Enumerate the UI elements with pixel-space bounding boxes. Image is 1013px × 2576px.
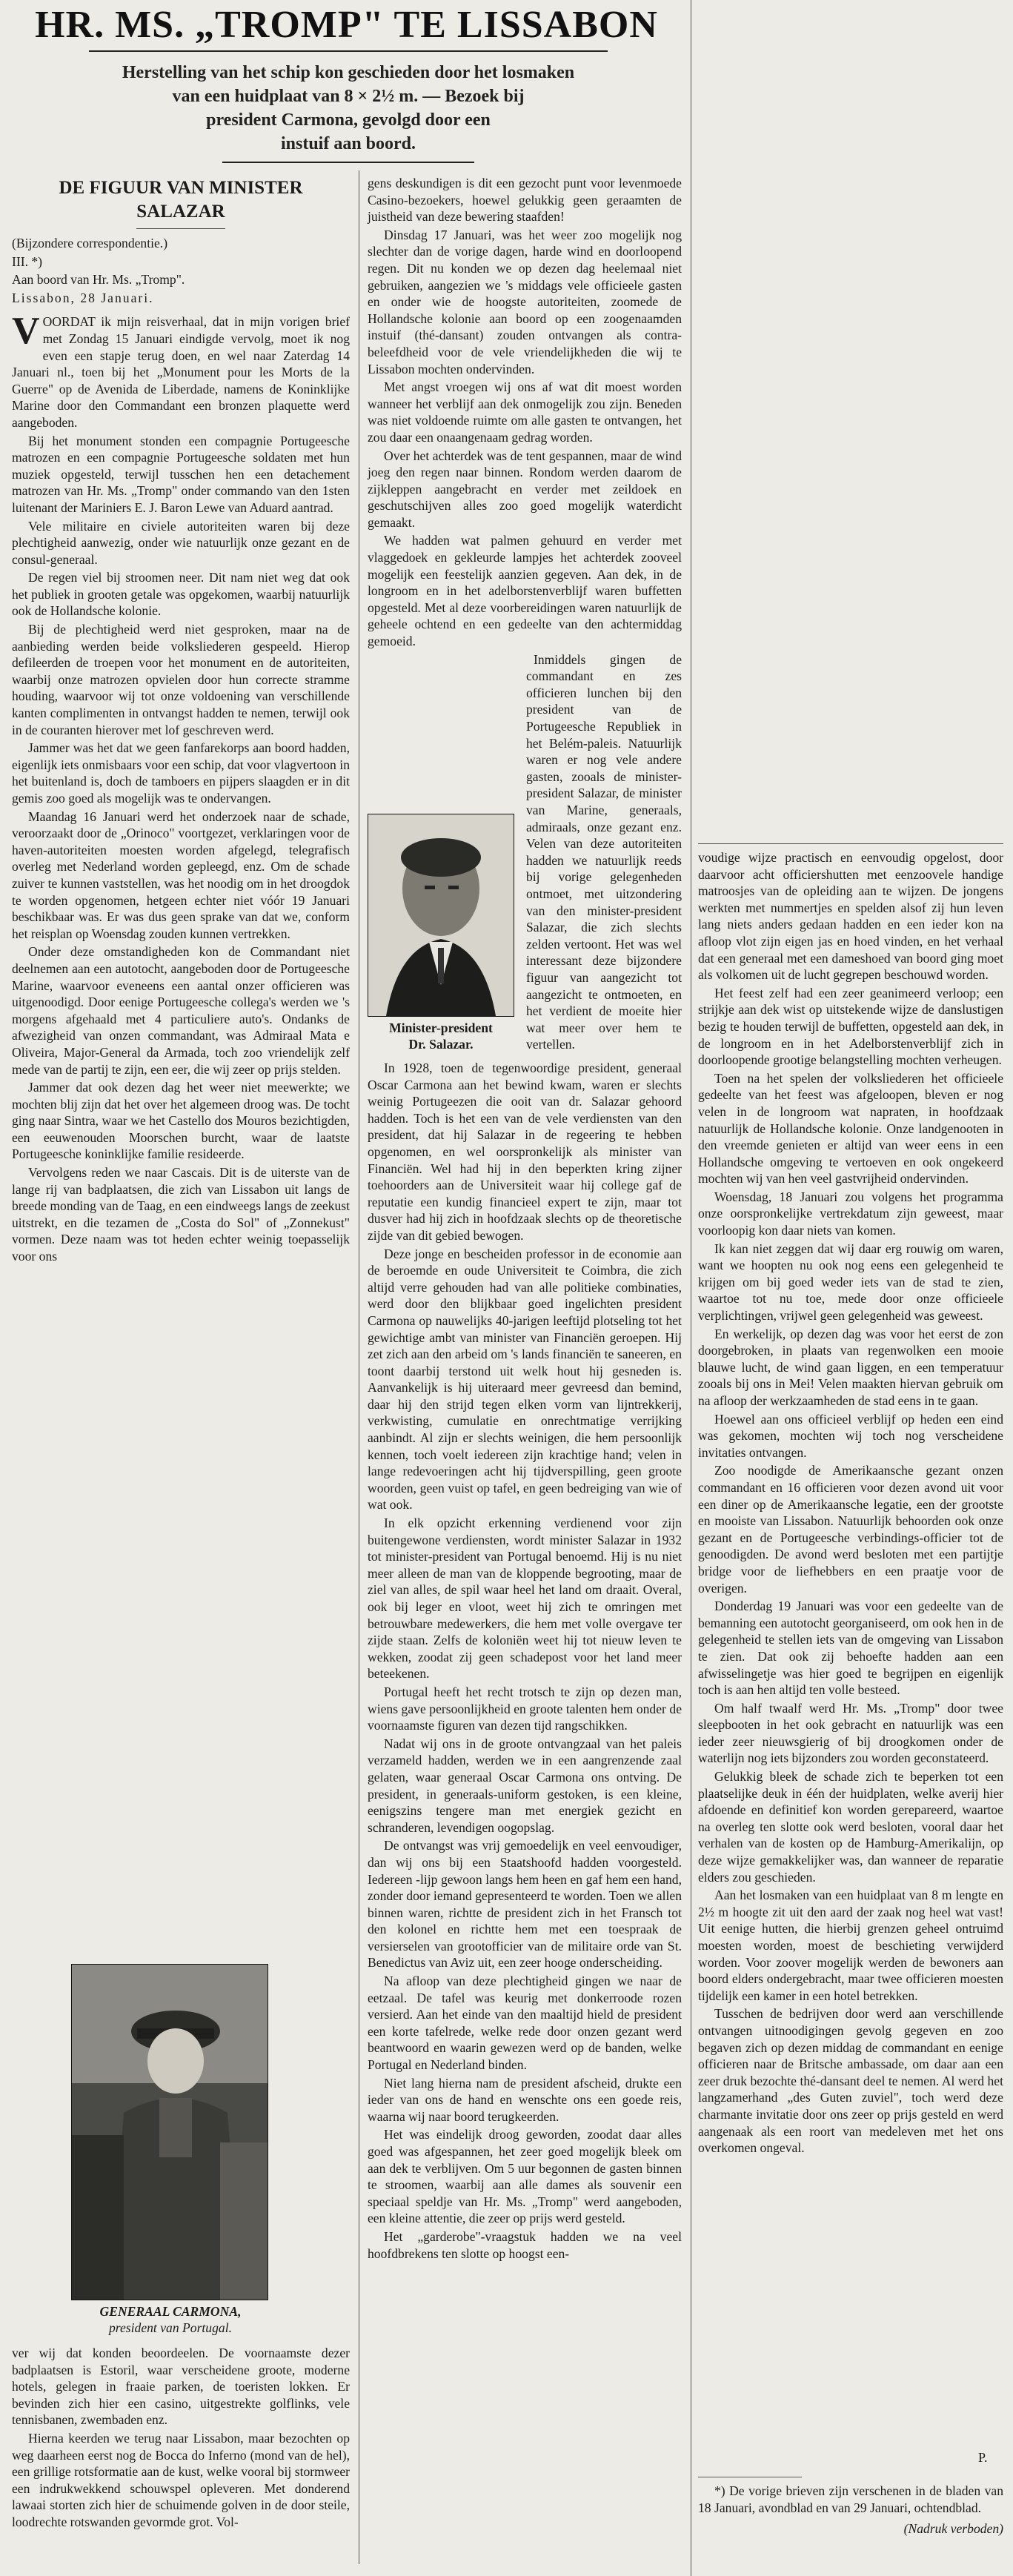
paragraph: Bij het monument stonden een compagnie Portugeesche matrozen en een compagnie Portugeesche soldaten met hun muziek opgesteld, terwijl tusschen hen een detachement matrozen van Hr. Ms. „Tromp" onder commando van den 1sten luitenant der Mariniers E. J. Baron Lewe van Aduard aantrad. — [12, 433, 350, 515]
paragraph: Met angst vroegen wij ons af wat dit moest worden wanneer het verblijf aan dek onmogelijk zou zijn. Beneden was niet voldoende ruimte om alle gasten te ontvangen, het zou daar een onaangenaam gedrag worden. — [368, 379, 682, 445]
paragraph: We hadden wat palmen gehuurd en verder met vlaggedoek en gekleurde lampjes het achterdek zooveel mogelijk een feestelijk aanzien gegeven. Aan dek, in de longroom en in het adelborstenverblijf waren buffetten opgesteld. Met al deze voorbereidingen waren natuurlijk de geheele ochtend en een gedeelte van den achtermiddag gemoeid. — [368, 533, 682, 649]
dateline: Aan boord van Hr. Ms. „Tromp". — [12, 272, 185, 288]
paragraph: Het „garderobe"-vraagstuk hadden we na veel hoofdbrekens ten slotte op hoogst een- — [368, 2228, 682, 2261]
paragraph: Gelukkig bleek de schade zich te beperken tot een plaatselijke deuk in één der huidplaten, welke averij hier afdoende en definitief kon worden gerepareerd, waartoe na overleg ten slotte ook werd besloten, vooral daar het verhalen van de kosten op de Hamburg-Amerikalijn, op deze wijze gemakkelijker was, dan wanneer de reparatie elders zou geschieden. — [698, 1769, 1003, 1885]
column-2-bottom — [368, 1060, 682, 2569]
paragraph: Jammer dat ook dezen dag het weer niet meewerkte; we mochten blij zijn dat het over het algemeen droog was. De tocht ging naar Sintra, waar we het Castello dos Mouros bezichtigden, een eeuwenouden Moorschen burcht, waar de laatste Portugeesche koninklijke familie resideerde. — [12, 1080, 350, 1162]
subheadline-rule — [222, 162, 474, 163]
headline: HR. MS. „TROMP" TE LISSABON — [35, 4, 658, 46]
paragraph: ver wij dat konden beoordeelen. De voornaamste dezer badplaatsen is Estoril, waar verscheidene groote, moderne hotels, gelegen in fraaie parken, de toeristen lokken. Er bevinden zich hier een casino, uitgestrekte golflinks, vele tennisbanen, zwembaden enz. — [12, 2346, 350, 2428]
paragraph: Toen na het spelen der volksliederen het officieele gedeelte van het feest was afgeloopen, bleven er nog velen in de longroom wat napraten, in hoofdzaak natuurlijk de Hollandsche kolonie. Onze landgenooten in den vreemde genieten er altijd van weer eens in een Hollandsche omgeving te vertoeven en ook ongekeerd mochten wij van hen veel gastvrijheid ondervinden. — [698, 1070, 1003, 1186]
caption-line: Minister-president — [389, 1020, 493, 1035]
paragraph: Deze jonge en bescheiden professor in de economie aan de beroemde en oude Universiteit te Coimbra, die zich altijd verre gehouden had van alle politieke combinaties, werd door den blijkbaar goed ingelichten president Carmona op nauwelijks 40-jarigen leeftijd plotseling tot het gewichtige ambt van minister van Financiën geroepen. Hij zet zich aan den arbeid om 's lands financiën te saneeren, en toont daarbij terstond uit welk hout hij gesneden is. Aanvankelijk is hij uiteraard meer gevreesd dan bemind, daar hij den strijd tegen elken vorm van lijntrekkerij, verkwisting, cumulatie en onrechtmatige verrijking aanbindt. Al zijn er slechts weinigen, die hem persoonlijk kennen, toch voelt iedereen zijn krachtige hand; velen in lange redevoeringen acht hij tijdverspilling, geen groote woorden, geen vuist op tafel, en geen bedreiging van wie of wat ook. — [368, 1246, 682, 1513]
paragraph — [12, 310, 350, 431]
paragraph: De ontvangst was vrij gemoedelijk en veel eenvoudiger, dan wij ons bij een Staatshoofd hadden voorgesteld. Iedereen -lijp gewoon langs hem heen en gaf hem een hand, zonder door iemand gepresenteerd te worden. Toen we allen binnen waren, richtte de president zich in het Fransch tot den kolonel en richtte hem met een toespraak de versierselen van grootofficier van de militaire orde van St. Benedictus van Aviz uit, een zeer hooge onderscheiding. — [368, 1838, 682, 1971]
paragraph: Bij de plechtigheid werd niet gesproken, maar na de aanbieding werden beide volksliederen gespeeld. Hierop defileerden de troepen voor het monument en de autoriteiten, waarbij onze matrozen opvielen door hun correcte stramme houding, waarvoor wij tot onze voldoening van verschillende kanten complimenten in ontvangst hadden te nemen, terwijl ook in de couranten hierover met lof geschreven werd. — [12, 622, 350, 737]
headline-rule — [89, 50, 608, 52]
salazar-portrait-image — [368, 814, 514, 1016]
paragraph: Vervolgens reden we naar Cascais. Dit is de uiterste van de lange rij van badplaatsen, die zich van Lissabon uit langs de breede monding van de Taag, en een eindweegs langs de zeekust uitstrekt, en die tezamen de „Costa do Sol" of „Zonnekust" vormen. Deze naam was tot heden echter weinig toepasselijk voor ons — [12, 1165, 350, 1264]
paragraph: Woensdag, 18 Januari zou volgens het programma onze oorspronkelijke vertrekdatum zijn geweest, maar voorloopig kon daar niets van komen. — [698, 1189, 1003, 1238]
subheadline-line: Herstelling van het schip kon geschieden door het losmaken — [122, 63, 575, 82]
dateline: Lissabon, 28 Januari. — [12, 290, 154, 305]
paragraph: Niet lang hierna nam de president afscheid, drukte een ieder van ons de hand en wenschte ons een goede reis, waarna wij naar boord terugkeerden. — [368, 2075, 682, 2124]
part-number: III. *) — [12, 253, 43, 269]
subheadline-line: van een huidplaat van 8 × 2½ m. — Bezoek bij — [172, 87, 525, 106]
signature: P. — [978, 2450, 988, 2465]
paragraph-text: OORDAT ik mijn reisverhaal, dat in mijn vorigen brief met Zondag 15 Januari eindigde vervolg, moet ik nog even een stapje terug doen, en wel naar Zaterdag 14 Januari nl., toen bij het „Monument pour les Morts de la Guerre" op de Avenida de Liberdade, namens de Koninklijke Marine door den Commandant een bronzen plaquette werd aangeboden. — [12, 314, 350, 430]
reprint-notice: (Nadruk verboden) — [903, 2521, 1003, 2537]
paragraph: Hoewel aan ons officieel verblijf op heden een eind was gekomen, mochten wij toch nog verscheidene invitaties ontvangen. — [698, 1411, 1003, 1460]
paragraph: Na afloop van deze plechtigheid gingen we naar de eetzaal. De tafel was keurig met donkerroode rozen versierd. Aan het einde van den maaltijd hield de president een korte tafelrede, welke rede door onzen gezant werd beantwoord en waarin gewezen werd op de banden, welke Portugal en Nederland binden. — [368, 1974, 682, 2073]
subheadline-line: instuif aan boord. — [280, 134, 416, 153]
paragraph: Om half twaalf werd Hr. Ms. „Tromp" door twee sleepbooten in het ook gebracht en natuurlijk was een ieder zeer nieuwsgierig of bij droogkomen onder de waterlijn nog iets bijzonders zou worden geconstateerd. — [698, 1700, 1003, 1766]
salazar-photo — [368, 814, 514, 1017]
section-title — [12, 176, 350, 224]
subheadline-line: president Carmona, gevolgd door een — [206, 110, 491, 130]
paragraph: In 1928, toen de tegenwoordige president, generaal Oscar Carmona aan het bewind kwam, waren er slechts weinig Portugeezen die ooit van dr. Salazar gehoord hadden. Toch is het een van de vele verdiensten van den president, dat hij Salazar in de regeering te hebben opgenomen, en wel oorspronkelijk als minister van Financiën. Wel had hij in den beperkten kring zijner toehoorders aan de Universiteit waar hij college gaf de reputatie een kundig financieel expert te zijn, maar tot dusver had hij zich in hoofdzaak slechts op de theoretische zijde van dit gebied bewogen. — [368, 1060, 682, 1243]
column-3 — [698, 849, 1003, 2443]
paragraph: Donderdag 19 Januari was voor een gedeelte van de bemanning een autotocht georganiseerd, om ook hen in de gelegenheid te stellen iets van de omgeving van Lissabon te zien. Dat ook zij behoefte hadden aan een afwisselingetje was hier goed te begrijpen en eigenlijk toch is aan hen altijd ten volle besteed. — [698, 1599, 1003, 1698]
carmona-portrait-image — [72, 1965, 268, 2300]
correspondent: (Bijzondere correspondentie.) — [12, 236, 168, 250]
paragraph: Tusschen de bedrijven door werd aan verschillende ontvangen uitnoodigingen gevolg gegeven en zoo begaven zich op dezen middag de commandant en eenige officieren naar de Britsche ambassade, om daar aan een zeer druk bezochte thé-dansant deel te nemen. Al werd het langzamerhand „des Guten zuviel", toch werd deze charmante invitatie door ons zeer op prijs gesteld en werd aangenaak als een roort van medeleven met het ons overkomen ongeval. — [698, 2006, 1003, 2156]
paragraph: De regen viel bij stroomen neer. Dit nam niet weg dat ook het publiek in grooten getale was opgekomen, waarbij natuurlijk ook de Hollandsche kolonie. — [12, 570, 350, 619]
paragraph: Onder deze omstandigheden kon de Commandant niet deelnemen aan een autotocht, aangeboden door de Portugeesche Marine, waarvoor eveneens een aantal onzer officieren was uitgenoodigd. Door eenige Portugeesche collega's werden we 's morgens afgehaald met 4 particuliere auto's. Ondanks de afwezigheid van onzen commandant, was Admiraal Mata e Oliveira, Major-General da Armada, toch zoo vriendelijk zelf mede van de partij te zijn, een eer, die wij zeer op prijs stelden. — [12, 944, 350, 1077]
footnote: *) De vorige brieven zijn verschenen in de bladen van 18 Januari, avondblad en van 29 Januari, ochtendblad. — [698, 2483, 1003, 2515]
footnote-block — [698, 2483, 1003, 2564]
caption-line: Dr. Salazar. — [408, 1037, 474, 1052]
paragraph: Nadat wij ons in de groote ontvangzaal van het paleis verzameld hadden, werden we in een aangrenzende zaal gelaten, waar generaal Oscar Carmona ons ontving. De president, in generaals-uniform gestoken, is een kleine, eenigszins tengere man met energiek gezicht en schranderen, levendigen oogopslag. — [368, 1736, 682, 1835]
paragraph: Inmiddels gingen de commandant en zes officieren lunchen bij den president van de Portugeesche Republiek in het Belém-paleis. Natuurlijk waren er nog vele andere gasten, zooals de minister-president Salazar, de minister van Marine, generaals, admiraals, onze gezant enz. Velen van deze autoriteiten hadden we natuurlijk reeds bij vorige gelegenheden ontmoet, met uitzondering van den minister-president Salazar, die zich slechts zelden vertoont. Het was wel interessant deze bijzondere figuur van aangezicht tot aangezicht te ontmoeten, en het verdient de moeite hier wat meer over hem te vertellen. — [526, 651, 682, 1052]
paragraph: Het was eindelijk droog geworden, zoodat daar alles goed was afgespannen, het zeer goed mogelijk bleek om aan dek te verblijven. Om 5 uur begonnen de gasten binnen te stroomen, waarbij aan alle dames als souvenir een speciaal speldje van Hr. Ms. „Tromp" werd aangeboden, een kleine attentie, die zeer op prijs werd gesteld. — [368, 2127, 682, 2226]
paragraph: En werkelijk, op dezen dag was voor het eerst de zon doorgebroken, in plaats van regenwolken een mooie blauwe lucht, de wind gaan liggen, en een temperatuur zooals bij ons in Mei! Velen maakten hiervan gebruik om na afloop der werkzaamheden de stad eens in te gaan. — [698, 1326, 1003, 1408]
section-rule — [136, 228, 225, 229]
paragraph: Portugal heeft het recht trotsch te zijn op dezen man, wiens gave persoonlijkheid en groote talenten hem onder de voornaamste figuren van dezen tijd rangschikken. — [368, 1684, 682, 1733]
carmona-photo — [71, 1964, 268, 2300]
paragraph: Over het achterdek was de tent gespannen, maar de wind joeg den regen naar binnen. Rondom werden daarom de zijkleppen aangebracht en verder met zeildoek en geschutschijven alles zoo goed mogelijk waterdicht gemaakt. — [368, 448, 682, 530]
salazar-caption — [363, 1020, 519, 1052]
carmona-caption — [59, 2303, 282, 2336]
column-1 — [12, 175, 350, 1953]
paragraph: Dinsdag 17 Januari, was het weer zoo mogelijk nog slechter dan de vorige dagen, harde wind en doorloopend regen. Dit nu konden we op dezen dag heelemaal niet gebruiken, aangezien we 's middags vele officieele gasten en onder wie de hoogste autoriteiten, zoomede de Hollandsche kolonie aan boord op een zoogenaamden instuif (thé-dansant) zouden ontvangen als contra-beleefdheid voor de vele vriendelijkheden die wij te Lissabon mochten ondervinden. — [368, 227, 682, 376]
paragraph: Aan het losmaken van een huidplaat van 8 m lengte en 2½ m hoogte zit uit den aard der zaak nog heel wat vast! Uit eenige hutten, die hierbij grenzen geheel ontruimd moesten worden, moest de beschieting verwijderd worden. Voor zoover mogelijk werden de bewoners aan boord elders ondergebracht, maar twee officieren moesten tijdelijk een kamer in een hotel betrekken. — [698, 1888, 1003, 2003]
paragraph: In elk opzicht erkenning verdienend voor zijn buitengewone verdiensten, wordt minister Salazar in 1932 tot minister-president van Portugal benoemd. Hij is nu niet meer alleen de man van de kloppende begrooting, maar de ziel van alles, de spil waar heel het land om draait. Overal, ook bij leger en vloot, weet hij zich te omringen met betrouwbare medewerkers, die hem met volle overgave ter zijde staan. Zelfs de koloniën weet hij tot nieuw leven te wekken, zoodat zij geen schadepost voor het land meer beteekenen. — [368, 1516, 682, 1682]
paragraph: Het feest zelf had een zeer geanimeerd verloop; een strijkje aan dek wist op uitstekende wijze de danslustigen bezig te houden terwijl de buffetten, opgesteld aan dek, in de longroom en in het Adelborstenverblijf zich in doorloopende grootige belangstelling mochten verheugen. — [698, 985, 1003, 1068]
paragraph: gens deskundigen is dit een gezocht punt voor levenmoede Casino-bezoekers, hoewel gelukkig geen geraamten de juistheid van deze bewering staafden! — [368, 176, 682, 225]
caption-role: president van Portugal. — [109, 2320, 232, 2335]
paragraph: Maandag 16 Januari werd het onderzoek naar de schade, veroorzaakt door de „Orinoco" voortgezet, verklaringen voor de haven-autoriteiten moesten worden afgelegd, telegrafisch overleg met Nederland worden gepleegd, enz. Om de schade zuiver te kunnen vaststellen, was het noodig om in het droogdok te worden opgenomen, hetgeen echter niet vóór 19 Januari beschikbaar was. Er was dus geen sprake van dat we, conform het reisplan op Woensdag zouden kunnen vertrekken. — [12, 809, 350, 941]
paragraph: Hierna keerden we terug naar Lissabon, maar bezochten op weg daarheen eerst nog de Bocca do Inferno (mond van de hel), een grillige rotsformatie aan de kust, welke vooral bij stormweer een indrukwekkend schouwspel opleveren. Met donderend lawaai storten zich hier de schuimende golven in de door steile, loodrechte rotswanden gevormde grot. Vol- — [12, 2430, 350, 2529]
subheadline — [96, 61, 600, 156]
caption-name: GENERAAL CARMONA, — [99, 2304, 242, 2319]
paragraph: Vele militaire en civiele autoriteiten waren bij deze plechtigheid aanwezig, onder wie natuurlijk onze gezant en de consul-generaal. — [12, 518, 350, 567]
column-3-top-rule — [698, 843, 1003, 844]
column-1-bottom — [12, 2345, 350, 2567]
section-title-line: SALAZAR — [136, 202, 225, 222]
section-title-line: DE FIGUUR VAN MINISTER — [59, 178, 303, 198]
paragraph: Ik kan niet zeggen dat wij daar erg rouwig om waren, want we hoopten nu ook nog eens een gelegenheid te krijgen om bij goed weder iets van de stad te zien, waartoe tot nu toe, mede door onze officieele verplichtingen, vrijwel geen gelegenheid was geweest. — [698, 1241, 1003, 1324]
paragraph: Zoo noodigde de Amerikaansche gezant onzen commandant en 16 officieren voor dezen avond uit voor een diner op de Amerikaansche legatie, een der grootste en mooiste van Lissabon. Natuurlijk behoorden ook onze gezant en de Portugeesche verbindings-officier tot de genoodigden. De avond werd besloten met een partijtje bridge voor de liefhebbers en een praatje voor de overigen. — [698, 1463, 1003, 1596]
dropcap: V — [12, 310, 40, 353]
paragraph: voudige wijze practisch en eenvoudig opgelost, door daarvoor acht officiershutten met eenzoovele handige matroosjes van de opleiding aan te wijzen. De jongens werkten met nummertjes en spelden alsof zij hun leven lang niets anders gedaan hadden en een ieder kon na afloop vlot zijn eigen jas en hoed vinden, en het verhaal dat een generaal met een dameshoed van boord ging moet als volkomen uit de lucht gegrepen beschouwd worden. — [698, 850, 1003, 983]
paragraph: Jammer was het dat we geen fanfarekorps aan boord hadden, eigenlijk iets onmisbaars voor een schip, dat voor vlagvertoon in het buitenland is, doch de tamboers en pijpers slaagden er in dit gemis zoo goed als mogelijk was te ondervangen. — [12, 740, 350, 806]
